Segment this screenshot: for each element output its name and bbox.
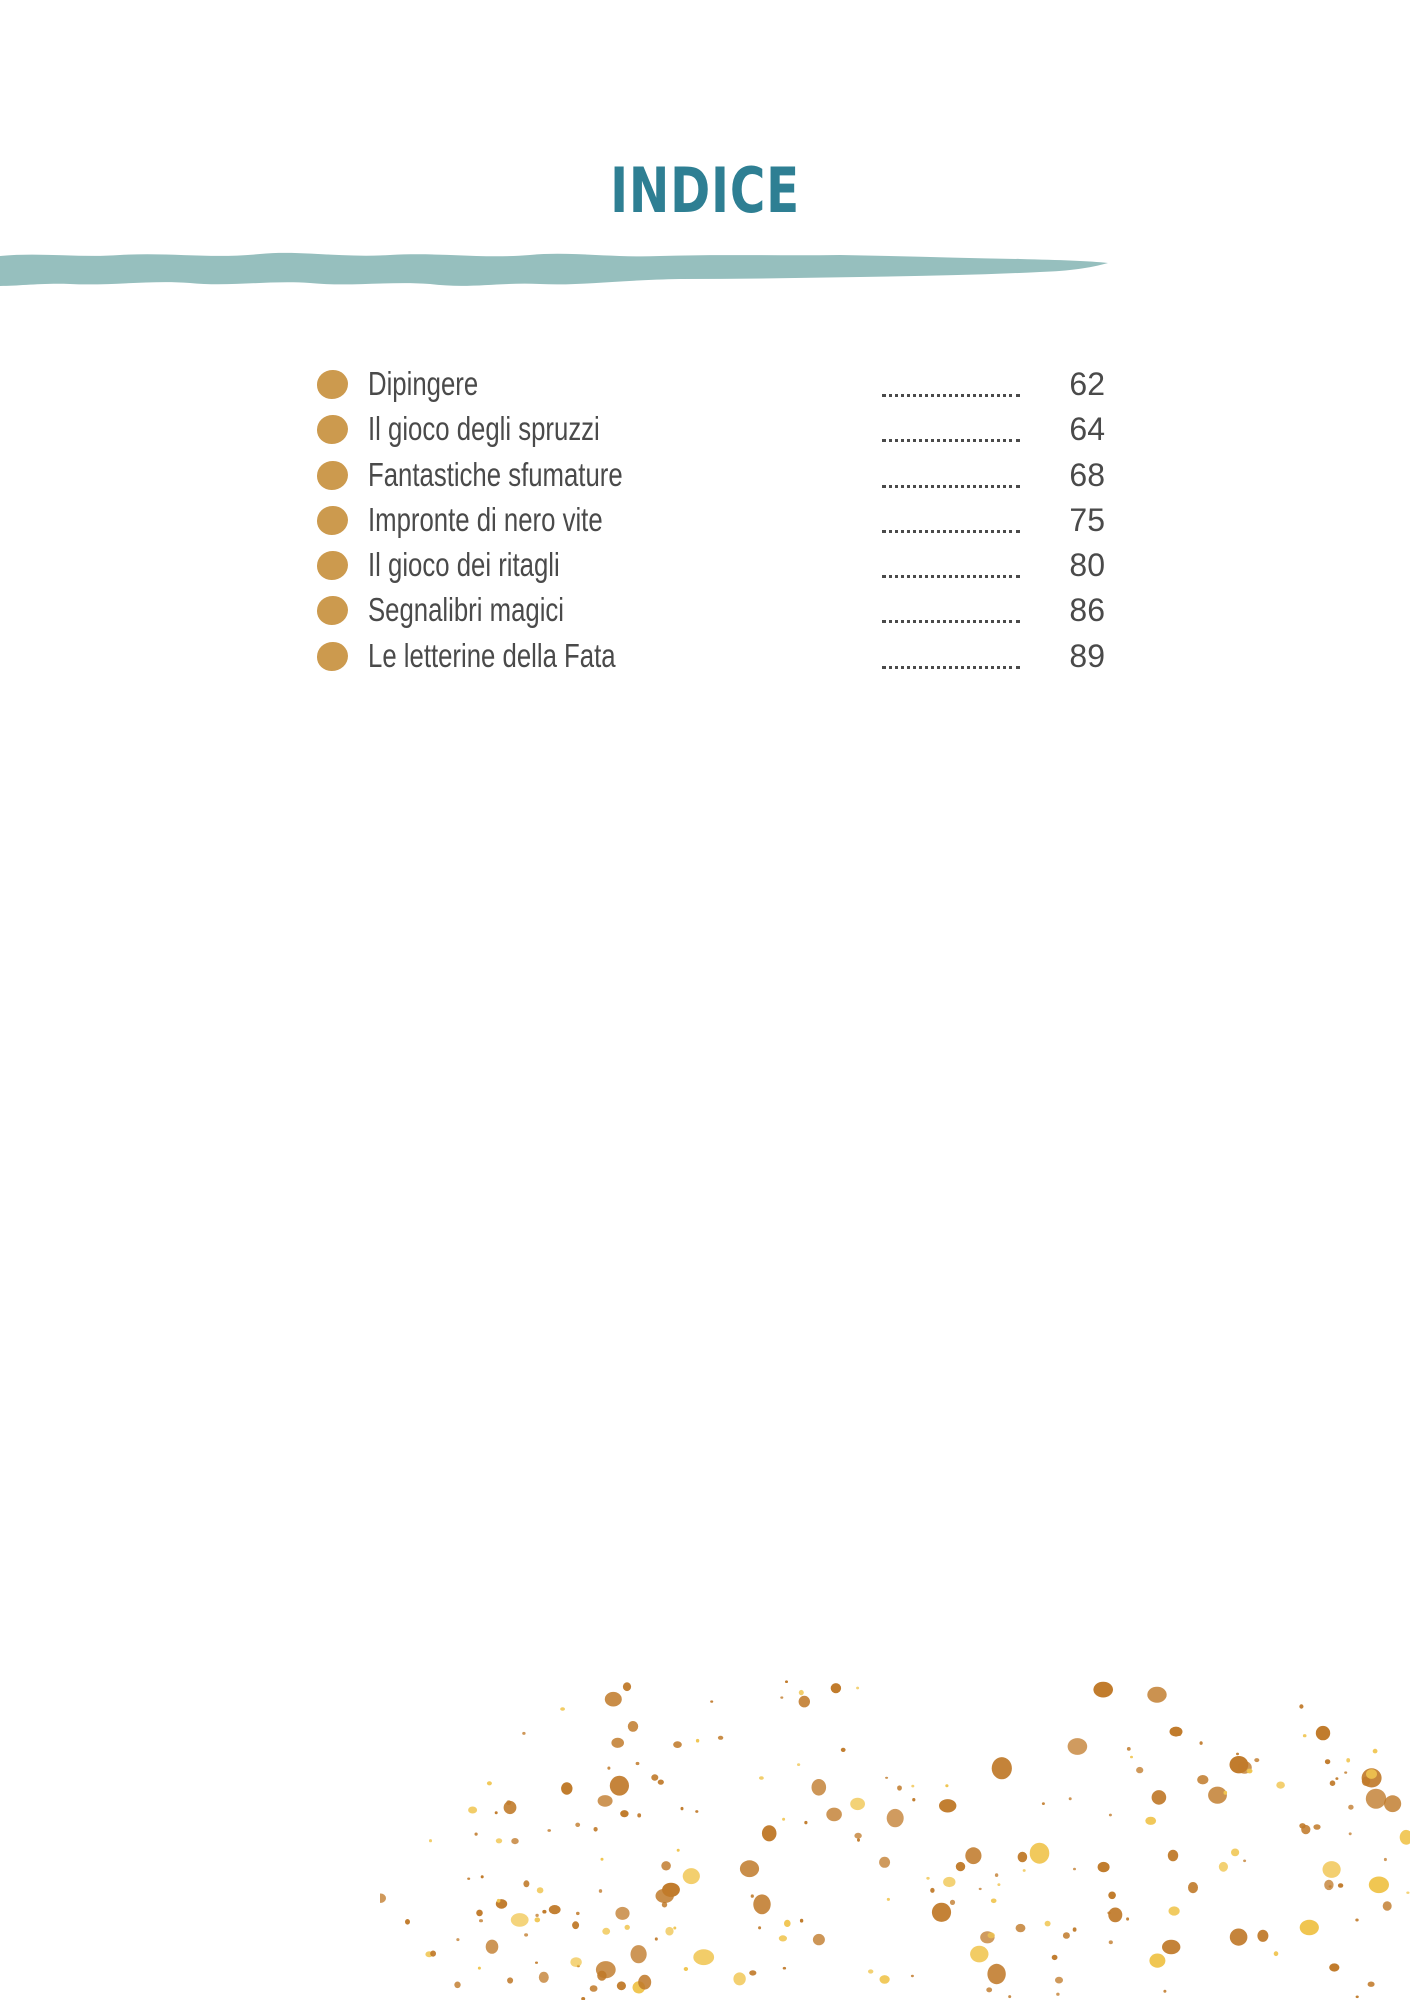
paint-drop <box>1356 1996 1359 1999</box>
paint-drop <box>1236 1753 1239 1756</box>
paint-drop <box>749 1970 756 1975</box>
paint-drop <box>1355 1919 1358 1922</box>
paint-drop <box>1147 1687 1166 1703</box>
paint-drop <box>1208 1787 1227 1804</box>
paint-drop <box>507 1977 513 1983</box>
paint-drop <box>560 1707 565 1711</box>
paint-drop <box>956 1862 965 1871</box>
toc-entry-title: Fantastiche sfumature <box>368 455 623 493</box>
paint-drop <box>1168 1850 1178 1862</box>
paint-drop <box>497 1899 501 1903</box>
paint-drop <box>782 1818 785 1821</box>
paint-drop <box>693 1949 714 1965</box>
paint-drop <box>596 1961 616 1978</box>
paint-drop <box>1045 1921 1051 1927</box>
paint-drop <box>950 1900 955 1905</box>
paint-drop <box>1324 1880 1333 1890</box>
paint-drop <box>939 1799 956 1812</box>
bullet-dot-icon <box>317 506 348 535</box>
paint-drop <box>1368 1982 1375 1987</box>
paint-drop <box>912 1798 915 1801</box>
paint-drop <box>987 1964 1005 1984</box>
paint-drop <box>539 1972 549 1983</box>
paint-drop <box>979 1888 982 1890</box>
paint-drop <box>710 1700 713 1702</box>
paint-drop <box>1163 1990 1166 1993</box>
paint-drop <box>1073 1868 1076 1871</box>
toc-entry-title: Segnalibri magici <box>368 591 565 629</box>
paint-drop <box>623 1682 631 1691</box>
paint-drop <box>1369 1877 1389 1894</box>
paint-drop <box>856 1687 859 1690</box>
paint-drop <box>751 1894 754 1897</box>
paint-drop <box>615 1907 629 1920</box>
toc-entry[interactable] <box>314 362 1114 407</box>
toc-entry[interactable] <box>314 498 1114 543</box>
paint-drop <box>605 1692 622 1707</box>
bullet-dot-icon <box>317 596 348 625</box>
paint-drop <box>1383 1901 1392 1911</box>
paint-drop <box>535 1914 538 1917</box>
toc-entry-title: Dipingere <box>368 365 479 402</box>
toc-entry-page: 62 <box>1069 366 1105 402</box>
paint-drop <box>695 1810 698 1813</box>
paint-drop <box>1219 1862 1228 1872</box>
paint-drop <box>1400 1830 1410 1845</box>
paint-drop <box>965 1847 981 1864</box>
paint-drop <box>1063 1932 1070 1939</box>
dotted-leader <box>882 394 1020 397</box>
paint-drop <box>535 1917 541 1922</box>
toc-entry-title: Impronte di nero vite <box>368 500 603 538</box>
paint-drop <box>718 1736 723 1740</box>
paint-drop <box>868 1969 873 1973</box>
paint-drop <box>911 1785 914 1788</box>
paint-drop <box>804 1821 807 1824</box>
dotted-leader <box>882 485 1020 488</box>
paint-drop <box>1323 1861 1341 1878</box>
paint-drop <box>1247 1769 1253 1774</box>
paint-drop <box>590 1985 598 1992</box>
toc-entry-title: Il gioco degli spruzzi <box>368 410 600 448</box>
toc-entry-page: 80 <box>1069 547 1105 584</box>
toc-entry-title: Le letterine della Fata <box>368 636 616 674</box>
paint-drop <box>661 1861 671 1870</box>
paint-drop <box>857 1838 860 1841</box>
paint-drop <box>1073 1927 1077 1931</box>
paint-drop <box>696 1739 699 1743</box>
paint-drop <box>481 1875 484 1878</box>
paint-drop <box>1346 1758 1350 1762</box>
paint-drop <box>1018 1852 1028 1863</box>
paint-drop <box>572 1921 579 1929</box>
paint-drop <box>995 1873 998 1877</box>
paint-drop <box>456 1938 459 1941</box>
paint-drop <box>542 1910 546 1914</box>
dotted-leader <box>882 575 1020 578</box>
paint-drop <box>1300 1920 1319 1935</box>
paint-drop <box>784 1920 791 1927</box>
paint-drop <box>1068 1738 1088 1755</box>
paint-drop <box>1127 1747 1131 1751</box>
paint-drop <box>753 1894 770 1914</box>
paint-drop <box>1126 1917 1129 1920</box>
paint-drop <box>1188 1882 1198 1893</box>
paint-drop <box>759 1776 764 1780</box>
bullet-dot-icon <box>317 642 348 671</box>
paint-drop <box>651 1774 658 1780</box>
paint-drop <box>655 1937 658 1940</box>
toc-entry-page: 68 <box>1069 456 1105 493</box>
page-title: INDICE <box>610 154 800 227</box>
toc-entry[interactable] <box>314 543 1114 588</box>
paint-drop <box>850 1798 865 1810</box>
paint-drop <box>887 1809 904 1827</box>
paint-drop <box>1330 1780 1336 1786</box>
paint-drop <box>1162 1940 1180 1955</box>
paint-drop <box>1200 1741 1203 1745</box>
paint-drop <box>970 1946 988 1963</box>
paint-drop <box>380 1894 386 1903</box>
paint-drop <box>1109 1814 1112 1817</box>
paint-drop <box>1366 1789 1386 1809</box>
paint-drop <box>617 1981 626 1990</box>
paint-drop <box>879 1857 890 1868</box>
paint-drop <box>991 1899 997 1904</box>
paint-drop <box>758 1926 761 1929</box>
paint-drop <box>932 1903 951 1922</box>
paint-drop <box>487 1781 492 1785</box>
paint-drop <box>1230 1756 1249 1773</box>
toc-entry-page: 75 <box>1069 501 1105 538</box>
paint-drop <box>1169 1906 1180 1915</box>
paint-drop <box>522 1732 525 1735</box>
paint-drop <box>523 1880 529 1887</box>
paint-drop <box>1373 1749 1378 1754</box>
paint-drop <box>496 1838 502 1843</box>
paint-drop <box>1230 1929 1248 1946</box>
paint-drop <box>1274 1951 1279 1956</box>
paint-drop <box>1136 1767 1143 1773</box>
paint-drop <box>1231 1849 1239 1857</box>
paint-drop <box>476 1910 483 1917</box>
paint-drop <box>681 1807 684 1810</box>
paint-drop <box>1348 1805 1353 1810</box>
paint-drop <box>1349 1832 1352 1835</box>
paint-drop <box>885 1777 888 1779</box>
paint-drop <box>547 1829 551 1832</box>
toc-entry[interactable] <box>314 588 1114 633</box>
paint-drop <box>631 1945 647 1963</box>
paint-drop <box>1313 1824 1320 1830</box>
paint-drop <box>475 1833 478 1836</box>
paint-drop <box>783 1967 786 1970</box>
paint-drop <box>454 1982 460 1989</box>
paint-drop <box>607 1767 610 1770</box>
paint-drop <box>601 1858 604 1861</box>
paint-splatter-decoration <box>380 1680 1410 2000</box>
paint-drop <box>841 1748 846 1752</box>
paint-drop <box>598 1795 613 1807</box>
paint-drop <box>638 1975 651 1990</box>
paint-drop <box>599 1889 602 1893</box>
paint-drop <box>911 1975 914 1977</box>
bullet-dot-icon <box>317 551 348 580</box>
paint-drop <box>1338 1883 1343 1888</box>
paint-drop <box>1344 1771 1347 1773</box>
paint-drop <box>537 1887 544 1893</box>
paint-drop <box>997 1883 1000 1886</box>
paint-drop <box>1130 1756 1133 1759</box>
paint-drop <box>880 1975 890 1984</box>
paint-drop <box>1197 1775 1208 1784</box>
toc-entry-page: 89 <box>1069 637 1105 674</box>
paint-drop <box>1030 1843 1050 1864</box>
paint-drop <box>430 1951 436 1957</box>
paint-drop <box>620 1810 628 1817</box>
toc-entry-page: 86 <box>1069 592 1105 629</box>
toc-entry[interactable] <box>314 634 1114 679</box>
paint-drop <box>799 1690 804 1695</box>
table-of-contents <box>314 362 1114 679</box>
paint-drop <box>495 1811 498 1814</box>
toc-entry-title: Il gioco dei ritagli <box>368 546 560 584</box>
dotted-leader <box>882 620 1020 623</box>
paint-drop <box>926 1877 929 1880</box>
paint-drop <box>992 1757 1012 1779</box>
paint-drop <box>887 1898 890 1901</box>
paint-drop <box>854 1833 861 1839</box>
paint-drop <box>1108 1892 1116 1900</box>
paint-drop <box>506 1800 511 1805</box>
paint-drop <box>1069 1797 1072 1800</box>
paint-drop <box>549 1905 561 1914</box>
paint-drop <box>1316 1726 1330 1740</box>
paint-drop <box>1152 1790 1167 1805</box>
paint-drop <box>762 1825 777 1841</box>
paint-drop <box>1254 1758 1259 1762</box>
paint-drop <box>658 1780 664 1785</box>
paint-drop <box>1008 1995 1011 1998</box>
paint-drop <box>665 1927 673 1936</box>
paint-drop <box>524 1933 528 1936</box>
paint-drop <box>677 1849 680 1852</box>
paint-drop <box>467 1878 470 1880</box>
paint-drop <box>625 1925 630 1930</box>
paint-drop <box>1098 1862 1110 1872</box>
toc-entry-page: 64 <box>1069 411 1105 448</box>
paint-drop <box>611 1738 624 1748</box>
paint-drop <box>930 1888 934 1893</box>
paint-drop <box>684 1967 688 1971</box>
paint-drop <box>662 1883 680 1897</box>
paint-drop <box>779 1935 787 1941</box>
paint-drop <box>673 1927 676 1930</box>
paint-drop <box>1301 1825 1310 1834</box>
paint-drop <box>1299 1704 1303 1708</box>
paint-drop <box>610 1776 629 1796</box>
paint-drop <box>637 1813 641 1817</box>
paint-drop <box>636 1762 640 1765</box>
paint-drop <box>799 1696 810 1708</box>
paint-drop <box>628 1721 638 1732</box>
paint-drop <box>1406 1892 1409 1894</box>
paint-drop <box>813 1934 825 1945</box>
paint-drop <box>826 1808 842 1822</box>
paint-drop <box>575 1823 580 1827</box>
paint-drop <box>1257 1930 1268 1942</box>
paint-drop <box>1145 1817 1156 1825</box>
paint-drop <box>535 1962 538 1964</box>
paint-drop <box>1108 1908 1122 1923</box>
paint-drop <box>479 1919 483 1922</box>
paint-drop <box>486 1940 499 1954</box>
paint-drop <box>1016 1924 1026 1932</box>
bullet-dot-icon <box>317 415 348 444</box>
paint-drop <box>1325 1759 1330 1764</box>
paint-drop <box>1329 1963 1339 1971</box>
paint-drop <box>1384 1858 1387 1861</box>
paint-drop <box>429 1839 432 1842</box>
paint-drop <box>733 1972 745 1985</box>
paint-drop <box>511 1838 518 1844</box>
paint-drop <box>740 1860 759 1877</box>
bullet-dot-icon <box>317 370 348 399</box>
paint-drop <box>800 1919 803 1923</box>
paint-drop <box>405 1919 410 1925</box>
paint-drop <box>1056 1993 1059 1996</box>
paint-drop <box>1023 1869 1026 1872</box>
paint-drop <box>812 1779 827 1796</box>
dotted-leader <box>882 530 1020 533</box>
paint-drop <box>673 1741 682 1748</box>
paint-drop <box>602 1928 610 1935</box>
paint-drop <box>561 1782 572 1794</box>
paint-drop <box>1329 1885 1332 1887</box>
paint-drop <box>945 1784 948 1787</box>
bullet-dot-icon <box>317 461 348 490</box>
paint-drop <box>1052 1955 1058 1960</box>
paint-drop <box>986 1987 992 1992</box>
paint-drop <box>785 1680 788 1683</box>
paint-drop <box>1042 1802 1045 1805</box>
brush-stroke-decoration <box>0 250 1110 312</box>
paint-drop <box>1243 1860 1246 1863</box>
toc-entry[interactable] <box>314 453 1114 498</box>
paint-drop <box>594 1827 598 1832</box>
paint-drop <box>797 1763 800 1766</box>
dotted-leader <box>882 666 1020 669</box>
paint-drop <box>468 1807 477 1814</box>
paint-drop <box>1224 1791 1228 1795</box>
paint-drop <box>988 1932 995 1938</box>
paint-drop <box>1276 1782 1285 1789</box>
paint-drop <box>576 1912 580 1915</box>
paint-drop <box>831 1683 841 1693</box>
paint-drop <box>780 1696 783 1698</box>
paint-drop <box>1303 1734 1307 1737</box>
paint-drop <box>943 1877 955 1887</box>
paint-drop <box>570 1957 581 1967</box>
paint-drop <box>1384 1795 1401 1812</box>
paint-drop <box>1109 1940 1113 1944</box>
paint-drop <box>478 1967 481 1970</box>
paint-drop <box>1170 1727 1183 1737</box>
paint-drop <box>1055 1977 1063 1984</box>
paint-drop <box>1093 1682 1113 1698</box>
paint-drop <box>511 1913 529 1927</box>
paint-drop <box>1149 1954 1165 1968</box>
paint-drop <box>1335 1777 1338 1780</box>
paint-drop <box>683 1868 700 1884</box>
dotted-leader <box>882 439 1020 442</box>
paint-drop <box>662 1902 667 1908</box>
paint-drop <box>897 1785 902 1790</box>
paint-drop <box>1366 1769 1377 1779</box>
toc-entry[interactable] <box>314 407 1114 452</box>
